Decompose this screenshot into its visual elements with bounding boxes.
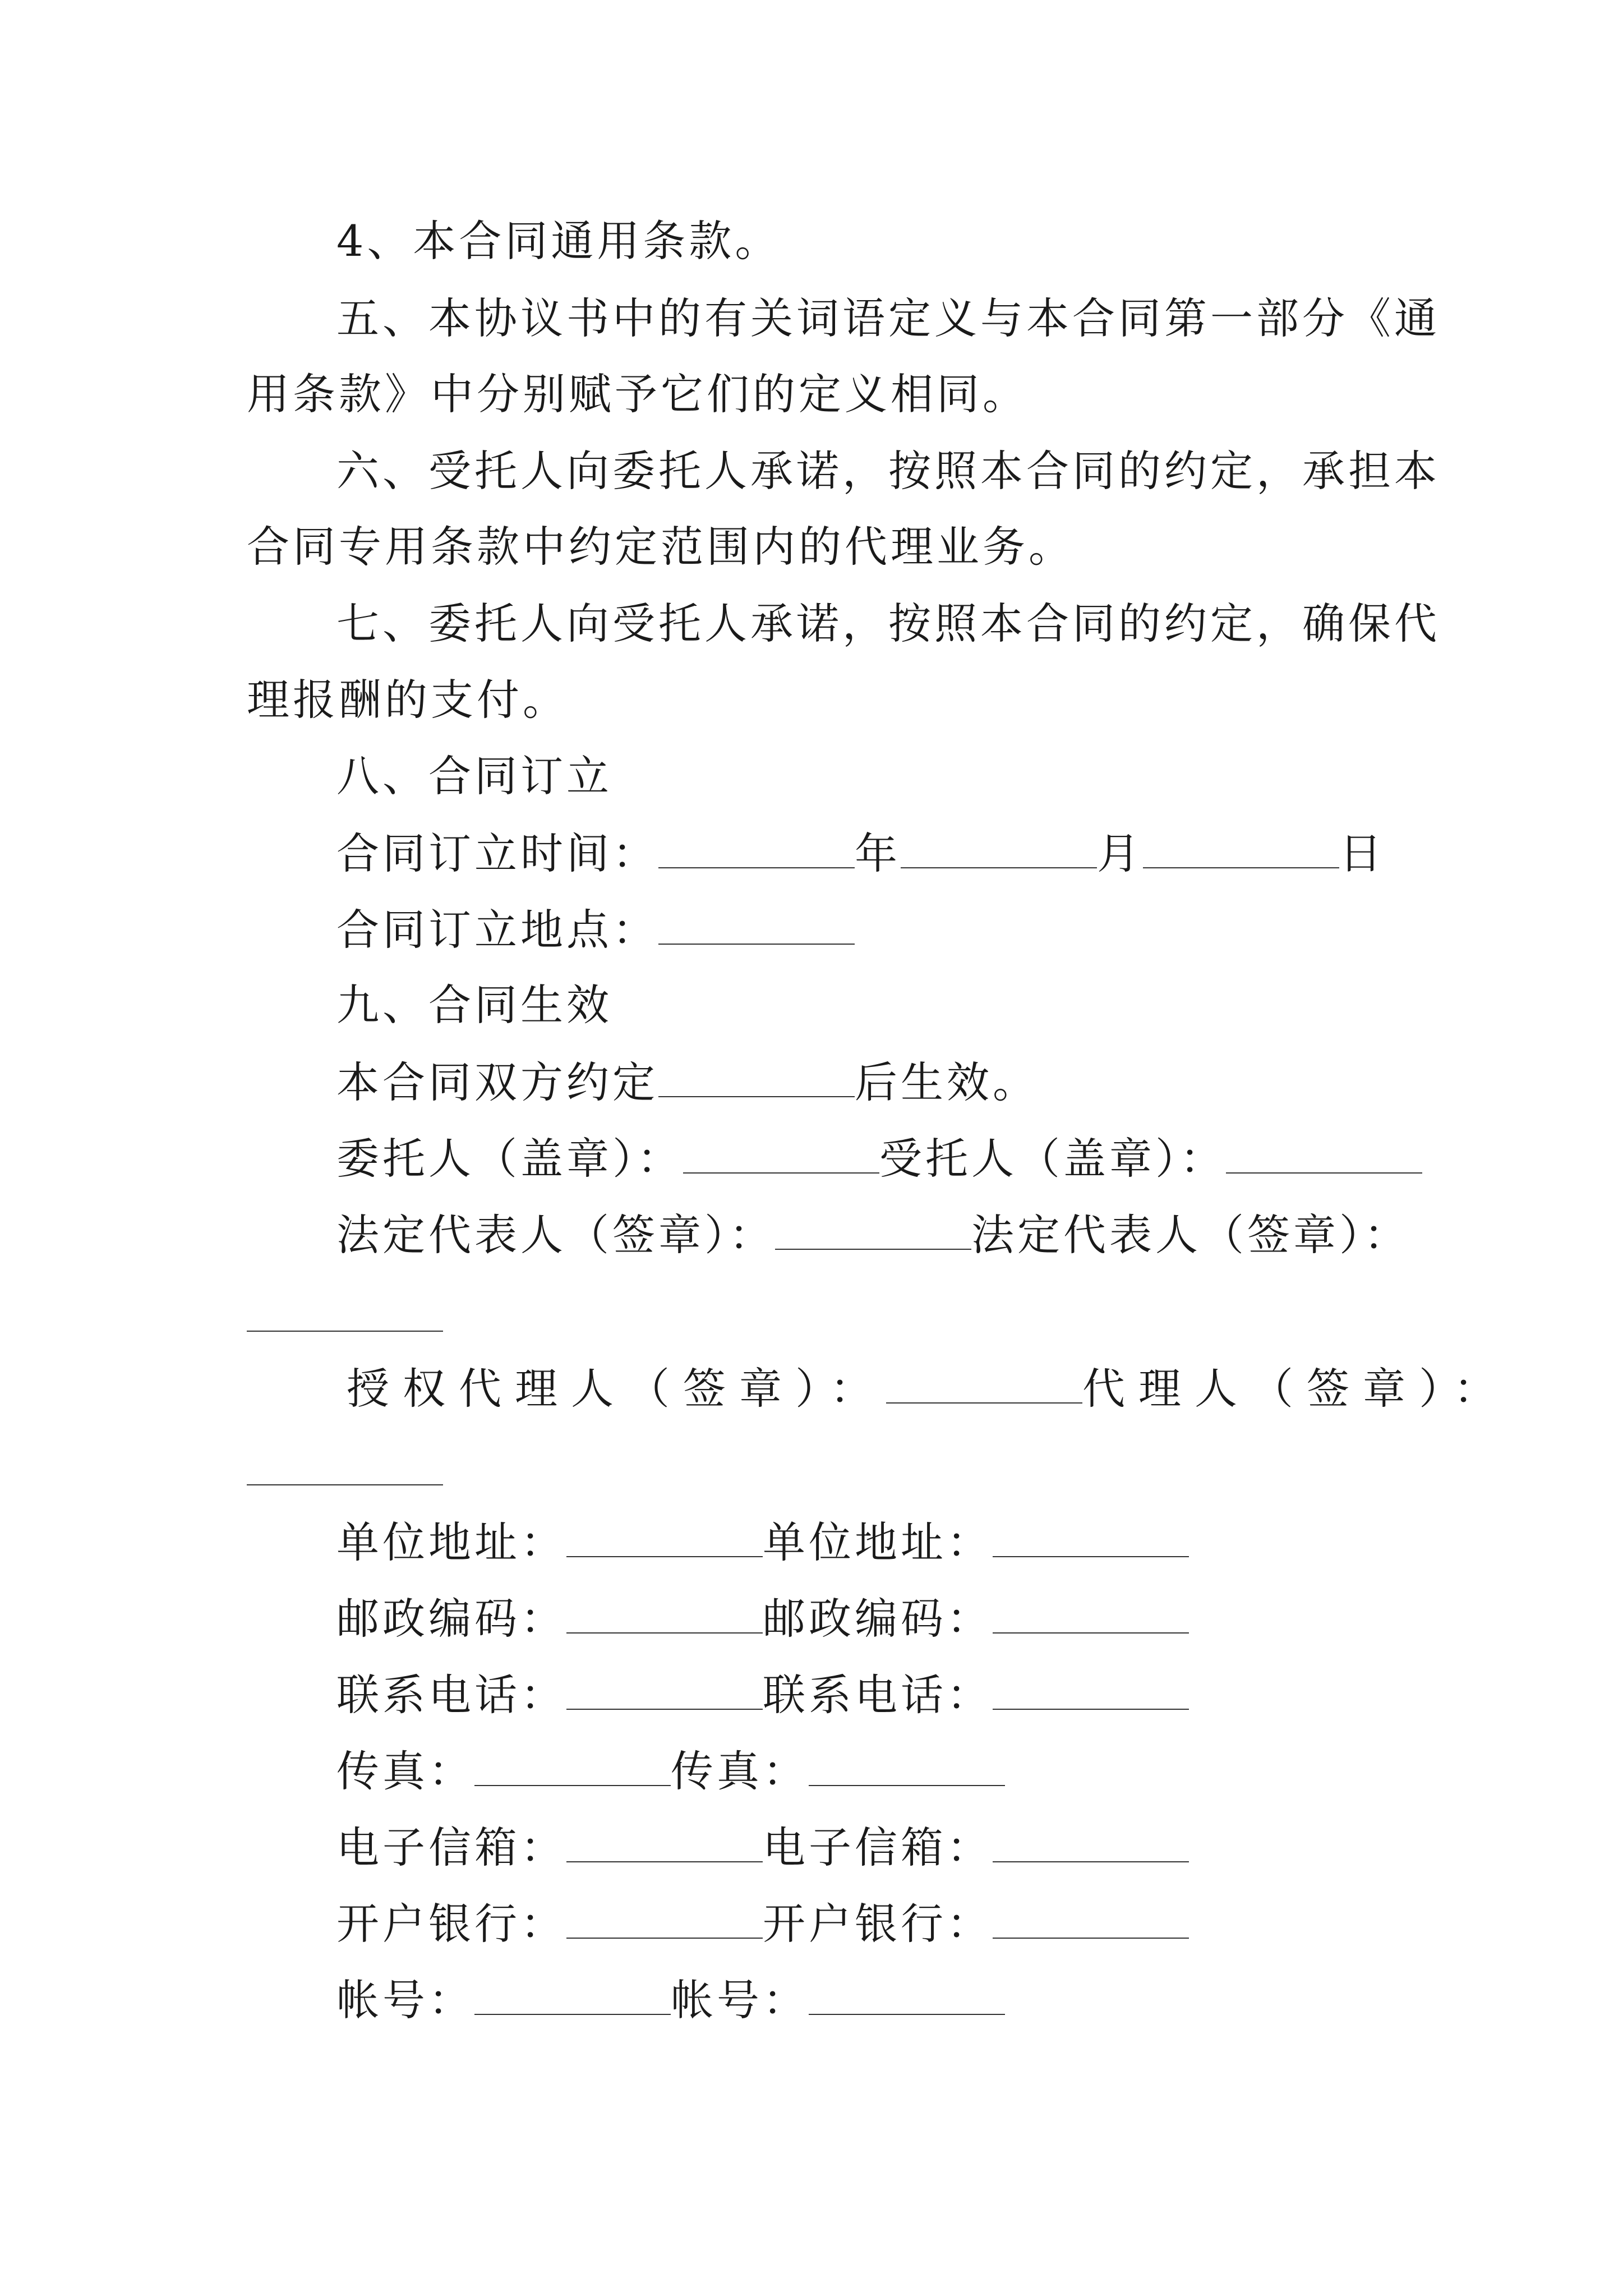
legal-rep-blank-1[interactable] bbox=[775, 1206, 971, 1250]
contact-label-left: 邮政编码： bbox=[336, 1594, 566, 1644]
contact-label-right: 电子信箱： bbox=[763, 1823, 993, 1872]
legal-rep-blank-2[interactable] bbox=[247, 1331, 443, 1332]
signing-place-label: 合同订立地点： bbox=[336, 905, 658, 955]
contact-row bbox=[336, 1971, 1005, 2027]
contact-label-right: 联系电话： bbox=[763, 1670, 993, 1720]
authorized-agent-label: 授权代理人（签章）： bbox=[347, 1364, 886, 1414]
clause-5-line-1: 五、本协议书中的有关词语定义与本合同第一部分《通 bbox=[336, 293, 1440, 343]
contact-label-left: 电子信箱： bbox=[336, 1823, 566, 1872]
clause-5-line-2: 用条款》中分别赋予它们的定义相同。 bbox=[247, 369, 1029, 419]
day-blank[interactable] bbox=[1143, 825, 1339, 868]
section-8-heading: 八、合同订立 bbox=[336, 751, 612, 801]
contact-row bbox=[336, 1666, 1189, 1722]
contact-blank-right[interactable] bbox=[993, 1666, 1189, 1710]
clause-7-line-2: 理报酬的支付。 bbox=[247, 675, 569, 725]
contact-label-left: 单位地址： bbox=[336, 1517, 566, 1567]
contact-blank-left[interactable] bbox=[474, 1971, 671, 2015]
year-label: 年 bbox=[855, 829, 901, 878]
effect-text-after: 后生效。 bbox=[855, 1057, 1039, 1107]
contact-blank-right[interactable] bbox=[809, 1971, 1005, 2015]
trustee-seal-blank[interactable] bbox=[1226, 1130, 1422, 1174]
contact-row bbox=[336, 1590, 1189, 1646]
seal-line bbox=[336, 1130, 1422, 1186]
legal-rep-label-1: 法定代表人（签章）： bbox=[336, 1210, 775, 1260]
month-label: 月 bbox=[1097, 829, 1143, 878]
day-label: 日 bbox=[1339, 829, 1385, 878]
clause-6-line-1: 六、受托人向委托人承诺，按照本合同的约定，承担本 bbox=[336, 446, 1440, 496]
contact-label-right: 邮政编码： bbox=[763, 1594, 993, 1644]
signing-place-line bbox=[336, 901, 855, 957]
agent-blank[interactable] bbox=[247, 1484, 443, 1485]
contact-label-right: 帐号： bbox=[671, 1975, 809, 2025]
contact-row bbox=[336, 1895, 1189, 1951]
month-blank[interactable] bbox=[901, 825, 1097, 868]
clause-6-line-2: 合同专用条款中约定范围内的代理业务。 bbox=[247, 522, 1075, 572]
contact-label-left: 帐号： bbox=[336, 1975, 474, 2025]
contact-label-left: 联系电话： bbox=[336, 1670, 566, 1720]
signing-time-label: 合同订立时间： bbox=[336, 829, 658, 878]
contact-label-right: 单位地址： bbox=[763, 1517, 993, 1567]
contact-label-left: 开户银行： bbox=[336, 1899, 566, 1949]
agent-line bbox=[347, 1360, 1510, 1416]
contact-blank-right[interactable] bbox=[993, 1513, 1189, 1557]
contact-blank-left[interactable] bbox=[474, 1742, 671, 1786]
contact-blank-left[interactable] bbox=[566, 1590, 763, 1634]
contact-blank-right[interactable] bbox=[993, 1590, 1189, 1634]
section-9-heading: 九、合同生效 bbox=[336, 980, 612, 1030]
signing-time-line bbox=[336, 825, 1385, 881]
contact-blank-left[interactable] bbox=[566, 1513, 763, 1557]
contact-blank-right[interactable] bbox=[993, 1819, 1189, 1862]
year-blank[interactable] bbox=[658, 825, 855, 868]
legal-rep-line bbox=[336, 1206, 1410, 1262]
contact-blank-right[interactable] bbox=[993, 1895, 1189, 1939]
contact-blank-right[interactable] bbox=[809, 1742, 1005, 1786]
clause-4: 4、本合同通用条款。 bbox=[336, 216, 781, 266]
contact-row bbox=[336, 1513, 1189, 1570]
trustee-seal-label: 受托人（盖章）： bbox=[879, 1134, 1226, 1184]
contact-label-right: 传真： bbox=[671, 1746, 809, 1796]
agent-label: 代理人（签章）： bbox=[1082, 1364, 1510, 1414]
client-seal-blank[interactable] bbox=[683, 1130, 879, 1174]
effect-text-before: 本合同双方约定 bbox=[336, 1057, 658, 1107]
contact-blank-left[interactable] bbox=[566, 1895, 763, 1939]
legal-rep-label-2: 法定代表人（签章）： bbox=[971, 1210, 1410, 1260]
signing-place-blank[interactable] bbox=[658, 901, 855, 945]
contact-label-right: 开户银行： bbox=[763, 1899, 993, 1949]
clause-7-line-1: 七、委托人向受托人承诺，按照本合同的约定，确保代 bbox=[336, 599, 1440, 648]
contact-blank-left[interactable] bbox=[566, 1819, 763, 1862]
effect-line bbox=[336, 1053, 1039, 1110]
contact-row bbox=[336, 1742, 1005, 1798]
contact-row bbox=[336, 1819, 1189, 1875]
authorized-agent-blank[interactable] bbox=[886, 1360, 1082, 1404]
client-seal-label: 委托人（盖章）： bbox=[336, 1134, 683, 1184]
contact-label-left: 传真： bbox=[336, 1746, 474, 1796]
contact-blank-left[interactable] bbox=[566, 1666, 763, 1710]
effect-condition-blank[interactable] bbox=[658, 1053, 855, 1097]
